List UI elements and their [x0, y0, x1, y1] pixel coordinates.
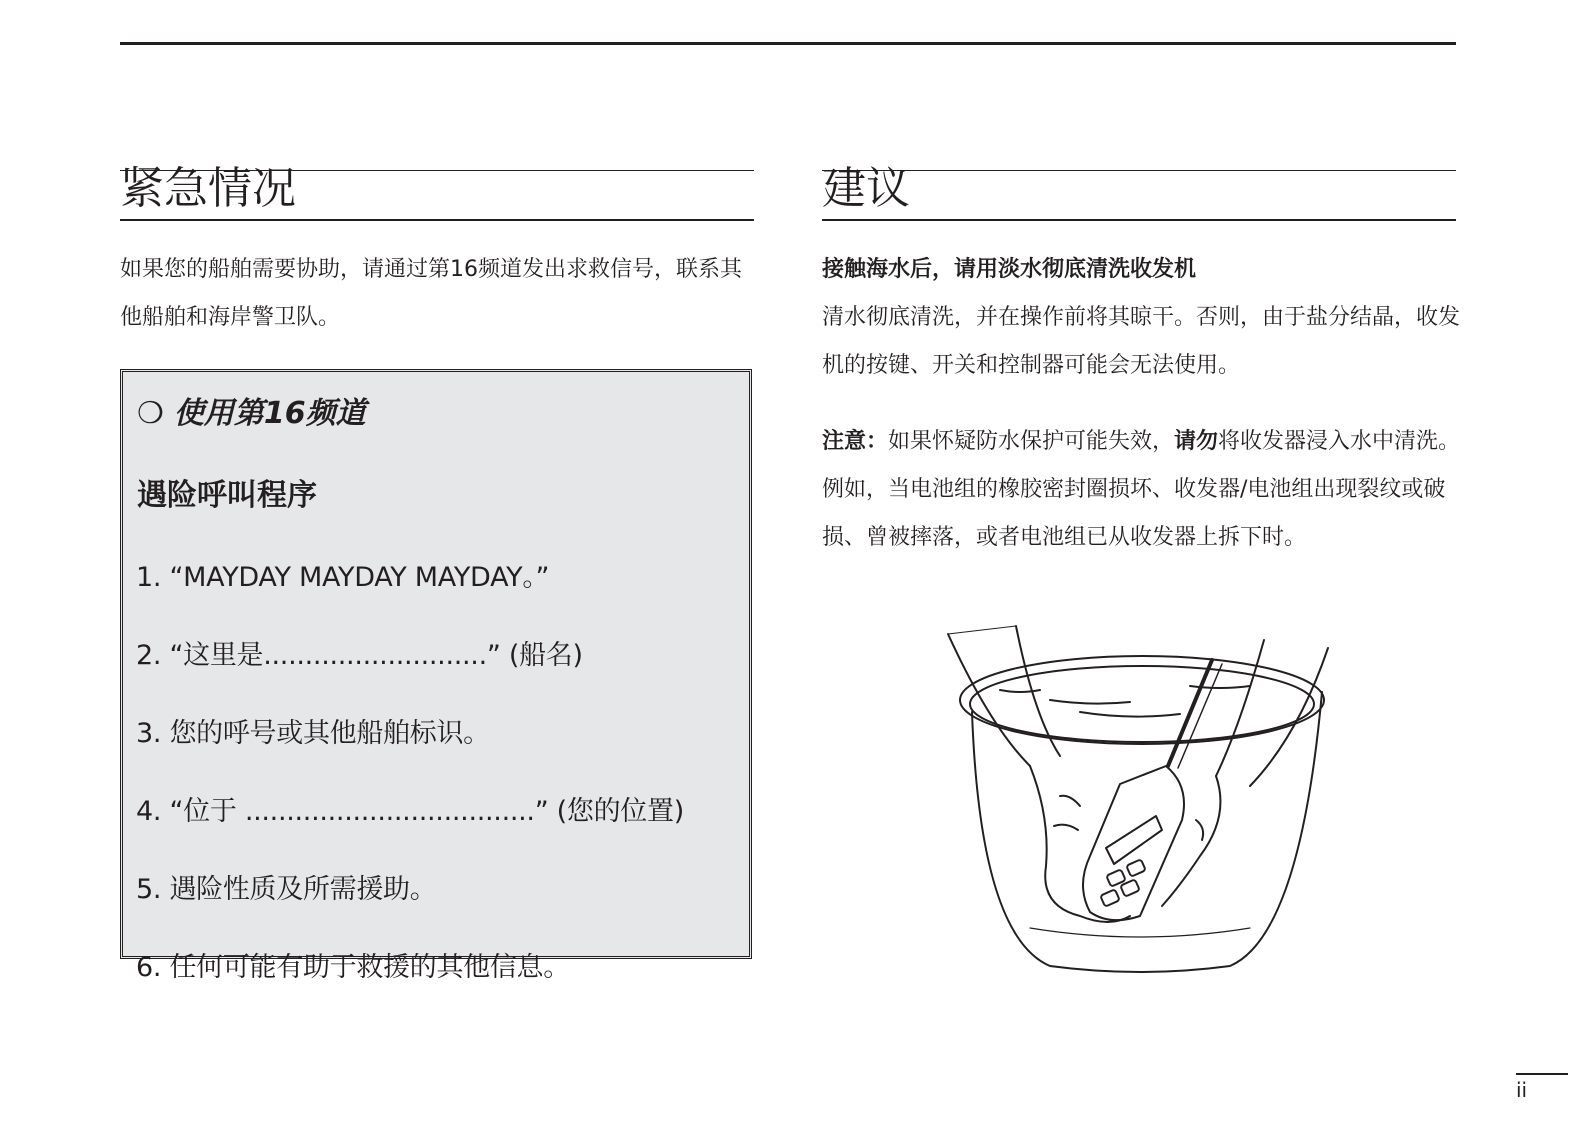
note-text: 将收发器浸入水中清洗。例如，当电池组的橡胶密封圈损坏、收发器/电池组出现裂纹或破损、曾被摔落，或者电池组已从收发器上拆下时。: [822, 429, 1461, 550]
washing-illustration: [930, 616, 1350, 982]
distress-step: 6. 任何可能有助于救援的其他信息。: [136, 952, 570, 983]
note-text: 如果怀疑防水保护可能失效，: [888, 429, 1175, 454]
top-rule: [120, 42, 1456, 45]
section-title: 建议: [822, 163, 910, 214]
note-label: 注意：: [822, 429, 889, 454]
distress-step: 2. “这里是...........................” (船名): [136, 640, 583, 671]
distress-step: 5. 遇险性质及所需援助。: [136, 874, 437, 905]
section-header-recommendation: [822, 163, 1456, 221]
page-number: ii: [1516, 1078, 1528, 1102]
section-header-emergency: [120, 163, 754, 221]
section-title: 紧急情况: [120, 163, 296, 214]
emergency-intro: 如果您的船舶需要协助，请通过第16频道发出求救信号，联系其他船舶和海岸警卫队。: [120, 257, 742, 330]
bullet-icon: ❍: [137, 396, 164, 431]
box-heading-text: 使用第16频道: [173, 396, 366, 431]
distress-procedure-title: 遇险呼叫程序: [137, 478, 317, 513]
box-heading: [137, 388, 366, 432]
distress-step: 4. “位于 ...................................” (您的位置): [136, 796, 684, 827]
page-number-rule: [1516, 1073, 1568, 1075]
wash-body: 清水彻底清洗，并在操作前将其晾干。否则，由于盐分结晶，收发机的按键、开关和控制器可能会无法使用。: [822, 305, 1461, 378]
caution-note: [822, 418, 1462, 562]
distress-step: 1. “MAYDAY MAYDAY MAYDAY。”: [136, 562, 550, 593]
distress-step: 3. 您的呼号或其他船舶标识。: [136, 718, 490, 749]
wash-title: 接触海水后，请用淡水彻底清洗收发机: [822, 257, 1197, 282]
note-emphasis: 请勿: [1174, 429, 1219, 454]
